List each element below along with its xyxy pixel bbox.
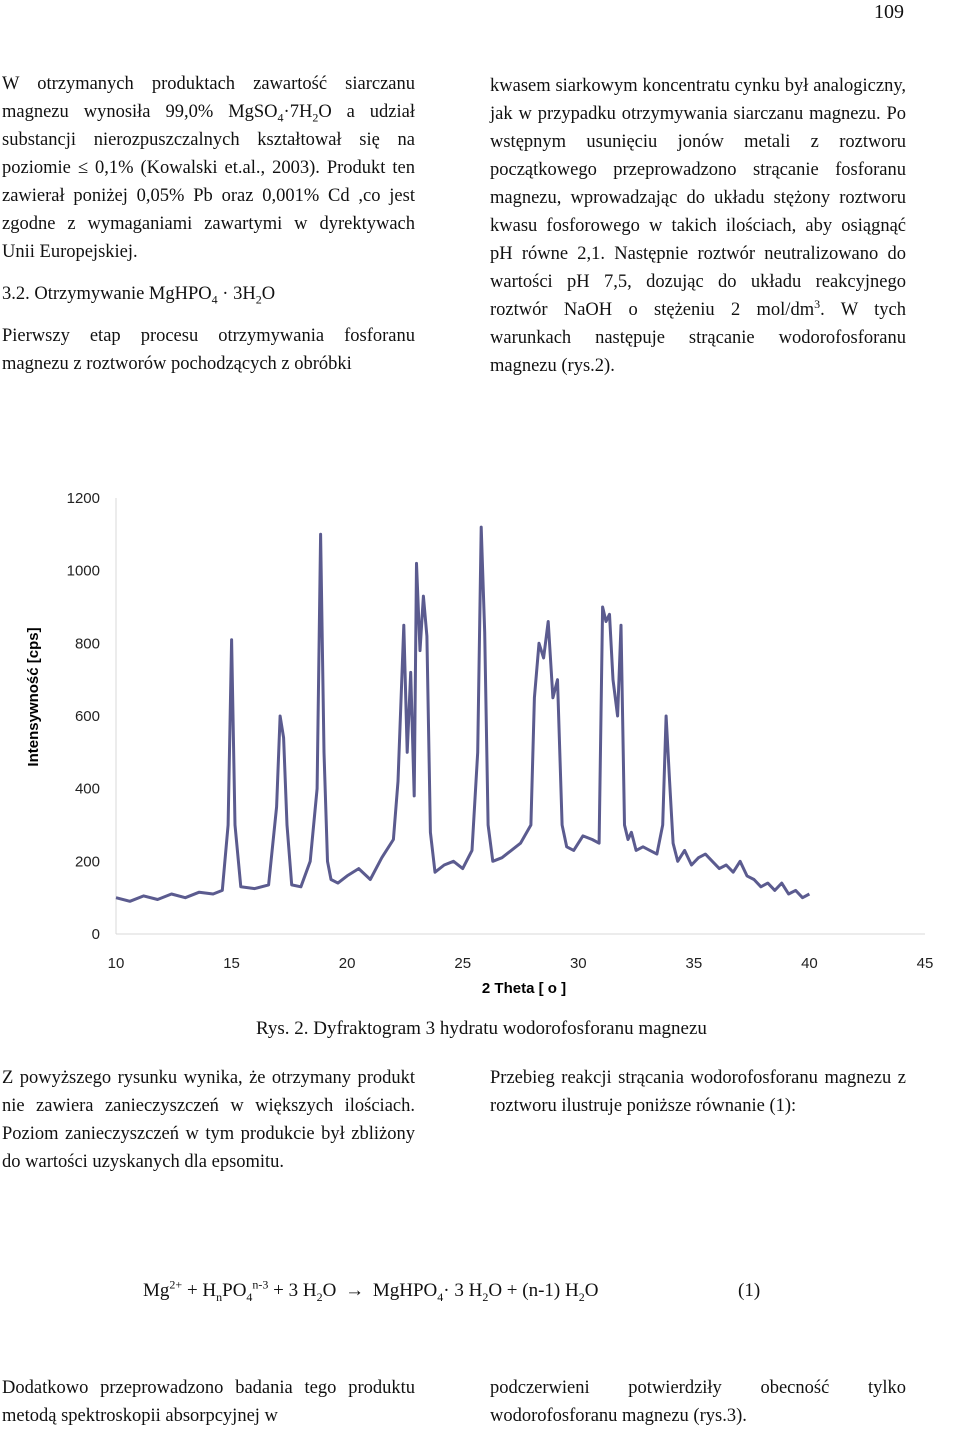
paragraph-infrared: podczerwieni potwierdziły obecność tylko wodorofosforanu magnezu (rys.3). <box>490 1378 906 1426</box>
paragraph-reaction-intro: Przebieg reakcji strącania wodorofosforanu magnezu z roztworu ilustruje poniższe równanie (1): <box>490 1068 906 1116</box>
x-axis-ticks <box>108 955 934 972</box>
figure-caption: Rys. 2. Dyfraktogram 3 hydratu wodorofosforanu magnezu <box>256 1018 707 1039</box>
diffraction-curve <box>116 527 809 901</box>
x-tick-label: 45 <box>916 955 934 972</box>
x-tick-label: 10 <box>107 955 125 972</box>
y-axis-ticks <box>67 490 100 943</box>
y-axis-label: Intensywność [cps] <box>25 627 42 767</box>
section-heading: 3.2. Otrzymywanie MgHPO$_4$ · $3H_2O$ <box>2 284 276 307</box>
paragraph-precipitation: kwasem siarkowym koncentratu cynku był analogiczny, jak w przypadku otrzymywania siarczanu magnezu. Po wstępnym usunięciu jonów metali z roztworu początkowego przeprowadzono strącanie fosforanu magnezu, wprowadzając do układu stężony roztworu kwasu fosforowego w takich ilościach, aby osiągnąć pH równe 2,1. Następnie roztwór neutralizowano do wartości pH 7,5, dozując do układu reakcyjnego roztwór NaOH o stężeniu 2 mol/$dm^3$. W tych warunkach następuje strącanie wodorofosforanu magnezu (rys.2). <box>490 76 906 376</box>
reaction-arrow-icon: → <box>345 1280 365 1301</box>
x-tick-label: 40 <box>801 955 818 972</box>
x-tick-label: 25 <box>454 955 472 972</box>
page-number: 109 <box>874 1 904 23</box>
paragraph-additional-studies: Dodatkowo przeprowadzono badania tego produktu metodą spektroskopii absorpcyjnej w <box>2 1378 415 1426</box>
reaction-equation: $Mg^{2+} + H_nPO_4^{n-3} + 3$ $H_2O$ → MgHPO$_4$· 3 $H_2O + (n-1)$ $H_2O$ (1) <box>143 1277 761 1304</box>
y-tick-label: 0 <box>91 926 100 943</box>
right-column-middle <box>490 1064 906 1120</box>
x-axis-label: 2 Theta [ o ] <box>481 980 567 997</box>
right-column-top <box>490 72 906 380</box>
x-tick-label: 35 <box>685 955 703 972</box>
right-column-bottom <box>490 1374 906 1430</box>
y-tick-label: 800 <box>74 635 100 653</box>
y-tick-label: 400 <box>74 780 100 798</box>
diffractogram-chart <box>0 455 960 1015</box>
left-column-middle <box>2 1064 415 1176</box>
left-column-bottom <box>2 1374 415 1430</box>
paragraph-magnesium-sulfate: W otrzymanych produktach zawartość siarczanu magnezu wynosiła 99,0% $MgSO_4\cdot 7H_2O$ a udział substancji nierozpuszczalnych kształtował się na poziomie ≤ 0,1% (Kowalski et.al., 2003). Produkt ten zawierał poniżej 0,05% Pb oraz 0,001% Cd ,co jest zgodne z wymaganiami zawartymi w dyrektywach Unii Europejskiej. <box>2 74 416 262</box>
paragraph-first-stage: Pierwszy etap procesu otrzymywania fosforanu magnezu z roztworów pochodzących z obróbki <box>2 326 415 374</box>
x-tick-label: 30 <box>569 955 587 972</box>
y-tick-label: 600 <box>74 708 100 725</box>
less-equal-symbol: ≤ <box>77 158 88 178</box>
left-column-top <box>2 70 415 378</box>
x-tick-label: 15 <box>223 955 240 972</box>
diffractogram-svg <box>0 455 960 1015</box>
equation-number: (1) <box>738 1280 761 1301</box>
paragraph-conclusion: Z powyższego rysunku wynika, że otrzymany produkt nie zawiera zanieczyszczeń w większych ilościach. Poziom zanieczyszczeń w tym produkcie był zbliżony do wartości uzyskanych dla epsomitu. <box>2 1068 415 1172</box>
y-tick-label: 1000 <box>66 562 100 580</box>
y-tick-label: 200 <box>74 853 100 871</box>
x-tick-label: 20 <box>338 955 356 972</box>
y-tick-label: 1200 <box>66 490 100 507</box>
